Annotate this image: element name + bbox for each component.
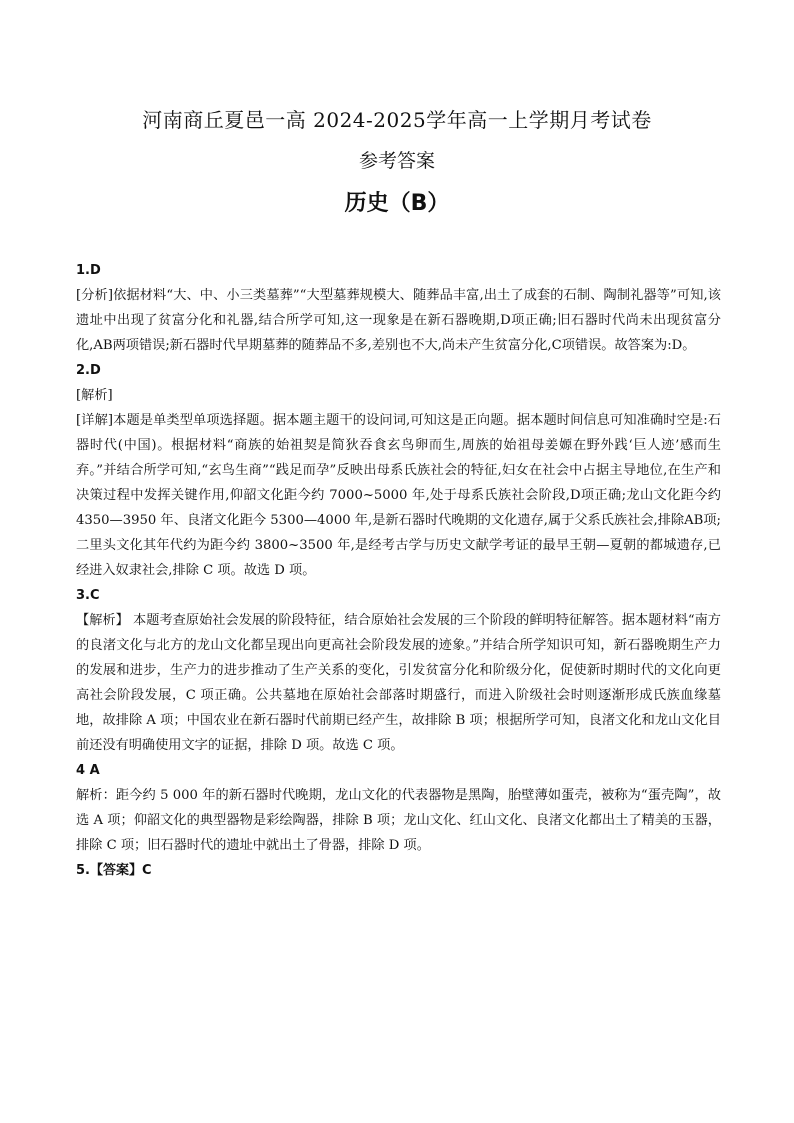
answer-paragraph: [分析]依据材料“大、中、小三类墓葬”“大型墓葬规模大、随葬品丰富,出土了成套的石制、陶制礼器等”可知,该遗址中出现了贫富分化和礼器,结合所学可知,这一现象是在新石器晚期,D项正确;旧石器时代尚未出现贫富分化,AB两项错误;新石器时代早期墓葬的随葬品不多,差别也不大,尚未产生贫富分化,C项错误。故答案为:D。	[76, 288, 721, 353]
answer-content	[76, 258, 721, 883]
exam-title: 河南商丘夏邑一高 2024-2025学年高一上学期月考试卷	[142, 108, 652, 132]
answer-key-subtitle: 参考答案	[358, 150, 435, 172]
question-label: 2.D	[76, 363, 101, 378]
question-label: 1.D	[76, 263, 101, 278]
answer-paragraph: 解析：距今约 5 000 年的新石器时代晚期，龙山文化的代表器物是黑陶，胎壁薄如蛋壳，被称为“蛋壳陶”，故选 A 项；仰韶文化的典型器物是彩绘陶器，排除 B 项；龙山文化、红山文化、良渚文化都出土了精美的玉器，排除 C 项；旧石器时代的遗址中就出土了骨器，排除 D 项。	[76, 788, 721, 853]
question-label: 4 A	[76, 763, 100, 778]
subject-title: 历史（B）	[344, 191, 450, 216]
answer-paragraph: [详解]本题是单类型单项选择题。据本题主题干的设问词,可知这是正向题。据本题时间信息可知准确时空是:石器时代(中国)。根据材料“商族的始祖契是简狄吞食玄鸟卵而生,周族的始祖母姜嫄在野外践‘巨人迹’感而生弃。”并结合所学可知,“玄鸟生商”“践足而孕”反映出母系氏族社会的特征,妇女在社会中占据主导地位,在生产和决策过程中发挥关键作用,仰韶文化距今约 7000~5000 年,处于母系氏族社会阶段,D项正确;龙山文化距今约 4350—3950 年、良渚文化距今 5300—4000 年,是新石器时代晚期的文化遗存,属于父系氏族社会,排除AB项;二里头文化其年代约为距今约 3800~3500 年,是经考古学与历史文献学考证的最早王朝—夏朝的都城遗存,已经进入奴隶社会,排除 C 项。故选 D 项。	[76, 413, 721, 578]
answer-paragraph: [解析]	[76, 388, 113, 403]
answer-paragraph: 【解析】 本题考查原始社会发展的阶段特征，结合原始社会发展的三个阶段的鲜明特征解答。据本题材料“南方的良渚文化与北方的龙山文化都呈现出向更高社会阶段发展的迹象。”并结合所学知识可知，新石器晚期生产力的发展和进步，生产力的进步推动了生产关系的变化，引发贫富分化和阶级分化，促使新时期时代的文化向更高社会阶段发展，C 项正确。公共墓地在原始社会部落时期盛行，而进入阶级社会时则逐渐形成氏族血缘墓地，故排除 A 项；中国农业在新石器时代前期已经产生，故排除 B 项；根据所学可知，良渚文化和龙山文化目前还没有明确使用文字的证据，排除 D 项。故选 C 项。	[76, 613, 721, 753]
question-label: 3.C	[76, 588, 100, 603]
question-label: 5.【答案】C	[76, 863, 152, 878]
